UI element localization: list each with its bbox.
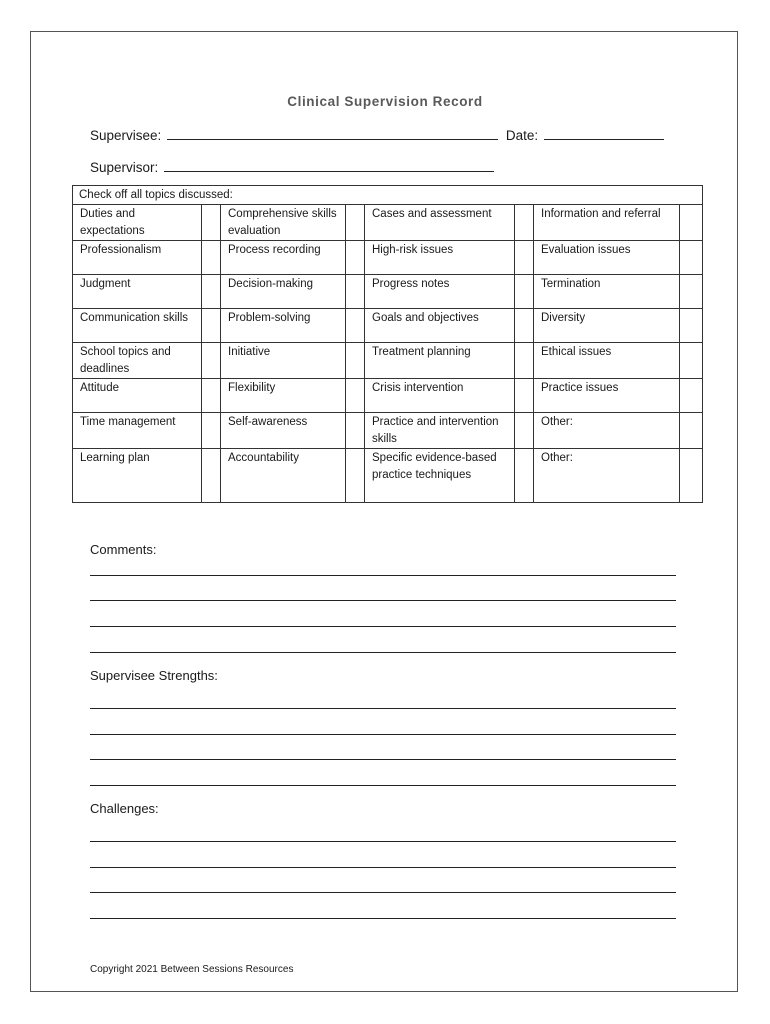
topic-checkbox[interactable] (346, 205, 365, 241)
comments-line[interactable] (90, 652, 676, 653)
topic-checkbox[interactable] (202, 413, 221, 449)
comments-line[interactable] (90, 575, 676, 576)
topic-checkbox[interactable] (346, 241, 365, 275)
table-row (73, 275, 703, 309)
challenges-line[interactable] (90, 918, 676, 919)
table-row (73, 379, 703, 413)
topic-checkbox[interactable] (202, 309, 221, 343)
topic-label: Process recording (221, 241, 346, 275)
topic-label: Time management (73, 413, 202, 449)
topic-checkbox[interactable] (202, 241, 221, 275)
topic-checkbox[interactable] (202, 343, 221, 379)
topic-checkbox[interactable] (680, 241, 703, 275)
table-row (73, 343, 703, 379)
table-row (73, 449, 703, 503)
supervisor-field[interactable] (164, 158, 494, 172)
topic-checkbox[interactable] (515, 275, 534, 309)
topic-label: Professionalism (73, 241, 202, 275)
topic-label: Learning plan (73, 449, 202, 503)
table-row (73, 309, 703, 343)
topic-label: Information and referral (534, 205, 680, 241)
topic-label: Judgment (73, 275, 202, 309)
topic-checkbox[interactable] (680, 449, 703, 503)
comments-line[interactable] (90, 626, 676, 627)
topic-label: Flexibility (221, 379, 346, 413)
page-border (30, 31, 738, 992)
topic-checkbox[interactable] (515, 449, 534, 503)
topic-label: Goals and objectives (365, 309, 515, 343)
strengths-label: Supervisee Strengths: (90, 668, 218, 683)
copyright-text: Copyright 2021 Between Sessions Resources (90, 964, 294, 975)
supervisee-field[interactable] (167, 126, 498, 140)
topic-label: Evaluation issues (534, 241, 680, 275)
topic-label: Initiative (221, 343, 346, 379)
topic-label: Specific evidence-based practice techniques (365, 449, 515, 503)
topic-checkbox[interactable] (202, 205, 221, 241)
comments-label: Comments: (90, 542, 157, 557)
supervisee-row (90, 126, 664, 143)
topic-checkbox[interactable] (515, 343, 534, 379)
topic-label: Communication skills (73, 309, 202, 343)
topic-checkbox[interactable] (680, 379, 703, 413)
topic-checkbox[interactable] (680, 413, 703, 449)
topic-checkbox[interactable] (680, 275, 703, 309)
strengths-line[interactable] (90, 734, 676, 735)
challenges-line[interactable] (90, 867, 676, 868)
topic-label: Progress notes (365, 275, 515, 309)
topic-checkbox[interactable] (202, 449, 221, 503)
topic-label: High-risk issues (365, 241, 515, 275)
topic-checkbox[interactable] (680, 205, 703, 241)
table-row (73, 413, 703, 449)
topic-label: Crisis intervention (365, 379, 515, 413)
strengths-line[interactable] (90, 708, 676, 709)
challenges-line[interactable] (90, 841, 676, 842)
supervisee-label: Supervisee: (90, 128, 162, 143)
topic-label: Self-awareness (221, 413, 346, 449)
topic-checkbox[interactable] (346, 379, 365, 413)
topic-label: Ethical issues (534, 343, 680, 379)
challenges-line[interactable] (90, 892, 676, 893)
topic-label: Other: (534, 449, 680, 503)
topic-label: Decision-making (221, 275, 346, 309)
topic-label: Practice and intervention skills (365, 413, 515, 449)
topic-checkbox[interactable] (515, 413, 534, 449)
topic-label: Accountability (221, 449, 346, 503)
topic-label: Other: (534, 413, 680, 449)
topic-checkbox[interactable] (515, 379, 534, 413)
topic-label: Problem-solving (221, 309, 346, 343)
topic-checkbox[interactable] (680, 309, 703, 343)
topic-checkbox[interactable] (202, 379, 221, 413)
table-header: Check off all topics discussed: (73, 186, 703, 205)
challenges-label: Challenges: (90, 801, 159, 816)
topics-table (72, 185, 703, 503)
topic-label: Duties and expectations (73, 205, 202, 241)
topic-checkbox[interactable] (680, 343, 703, 379)
topic-label: School topics and deadlines (73, 343, 202, 379)
strengths-line[interactable] (90, 785, 676, 786)
topic-label: Treatment planning (365, 343, 515, 379)
topic-label: Practice issues (534, 379, 680, 413)
topic-label: Attitude (73, 379, 202, 413)
page-title: Clinical Supervision Record (287, 94, 483, 109)
topic-checkbox[interactable] (346, 343, 365, 379)
topic-label: Diversity (534, 309, 680, 343)
topic-label: Comprehensive skills evaluation (221, 205, 346, 241)
topic-checkbox[interactable] (515, 205, 534, 241)
table-row (73, 205, 703, 241)
topic-checkbox[interactable] (346, 309, 365, 343)
topic-checkbox[interactable] (202, 275, 221, 309)
date-field[interactable] (544, 126, 664, 140)
topic-label: Termination (534, 275, 680, 309)
supervisor-row (90, 158, 494, 175)
table-row (73, 241, 703, 275)
topic-label: Cases and assessment (365, 205, 515, 241)
supervisor-label: Supervisor: (90, 160, 159, 175)
topic-checkbox[interactable] (346, 449, 365, 503)
topic-checkbox[interactable] (346, 413, 365, 449)
topic-checkbox[interactable] (515, 241, 534, 275)
topic-checkbox[interactable] (346, 275, 365, 309)
topic-checkbox[interactable] (515, 309, 534, 343)
date-label: Date: (505, 128, 539, 143)
comments-line[interactable] (90, 600, 676, 601)
table-header-row (73, 186, 703, 205)
strengths-line[interactable] (90, 759, 676, 760)
